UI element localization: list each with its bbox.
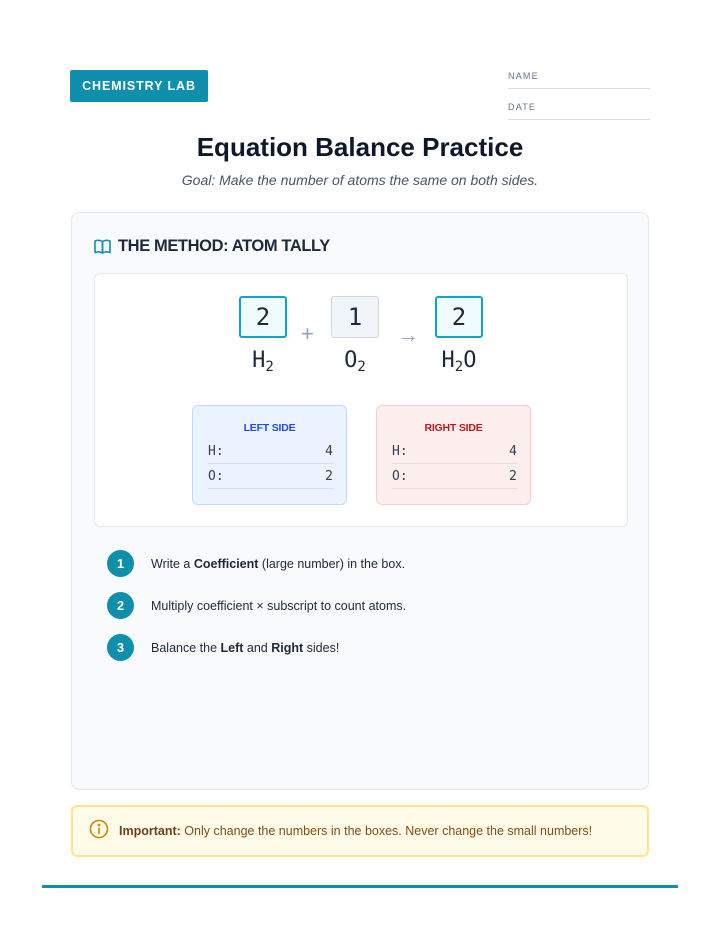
right-tally-row-h: H: 4 (392, 440, 517, 464)
step-3 (107, 634, 339, 661)
equation-panel (94, 273, 628, 527)
info-circle-icon (89, 819, 109, 844)
important-text: Important: Only change the numbers in the boxes. Never change the small numbers! (119, 824, 593, 838)
formula-o2: $O_2$ (344, 348, 366, 375)
step-text: Write a Coefficient (large number) in the box. (151, 556, 406, 571)
left-side-tally (192, 405, 347, 505)
formula-h2: $H_2$ (252, 348, 274, 375)
subject-badge: CHEMISTRY LAB (70, 70, 208, 102)
step-text: Multiply coefficient × subscript to count atoms. (151, 598, 407, 613)
method-card (71, 212, 649, 790)
date-label: DATE (508, 102, 537, 112)
coefficient-box-h2o[interactable]: 2 (435, 296, 483, 338)
coefficient-box-o2[interactable]: 1 (331, 296, 379, 338)
step-2 (107, 592, 406, 619)
left-tally-title: LEFT SIDE (243, 422, 296, 434)
important-note (71, 805, 649, 857)
book-open-icon (94, 239, 111, 254)
left-tally-row-h: H: 4 (208, 440, 333, 464)
name-field[interactable] (508, 71, 650, 89)
page-subtitle: Goal: Make the number of atoms the same on both sides. (181, 172, 539, 188)
right-tally-title: RIGHT SIDE (424, 422, 483, 434)
page-title: Equation Balance Practice (196, 132, 524, 162)
date-field[interactable] (508, 102, 650, 120)
plus-sign: + (301, 321, 314, 346)
left-tally-row-o: O: 2 (208, 465, 333, 489)
method-header (94, 237, 330, 256)
footer-divider (42, 885, 678, 888)
right-tally-row-o: O: 2 (392, 465, 517, 489)
arrow-right-icon: → (397, 322, 419, 347)
step-text: Balance the Left and Right sides! (151, 640, 340, 655)
right-side-tally (376, 405, 531, 505)
step-number: 1 (107, 550, 134, 577)
name-label: NAME (508, 71, 539, 81)
step-1 (107, 550, 405, 577)
method-title: THE METHOD: ATOM TALLY (118, 237, 330, 255)
step-number: 2 (107, 592, 134, 619)
formula-h2o: $H_2O$ (441, 348, 477, 375)
coefficient-box-h2[interactable]: 2 (239, 296, 287, 338)
step-number: 3 (107, 634, 134, 661)
